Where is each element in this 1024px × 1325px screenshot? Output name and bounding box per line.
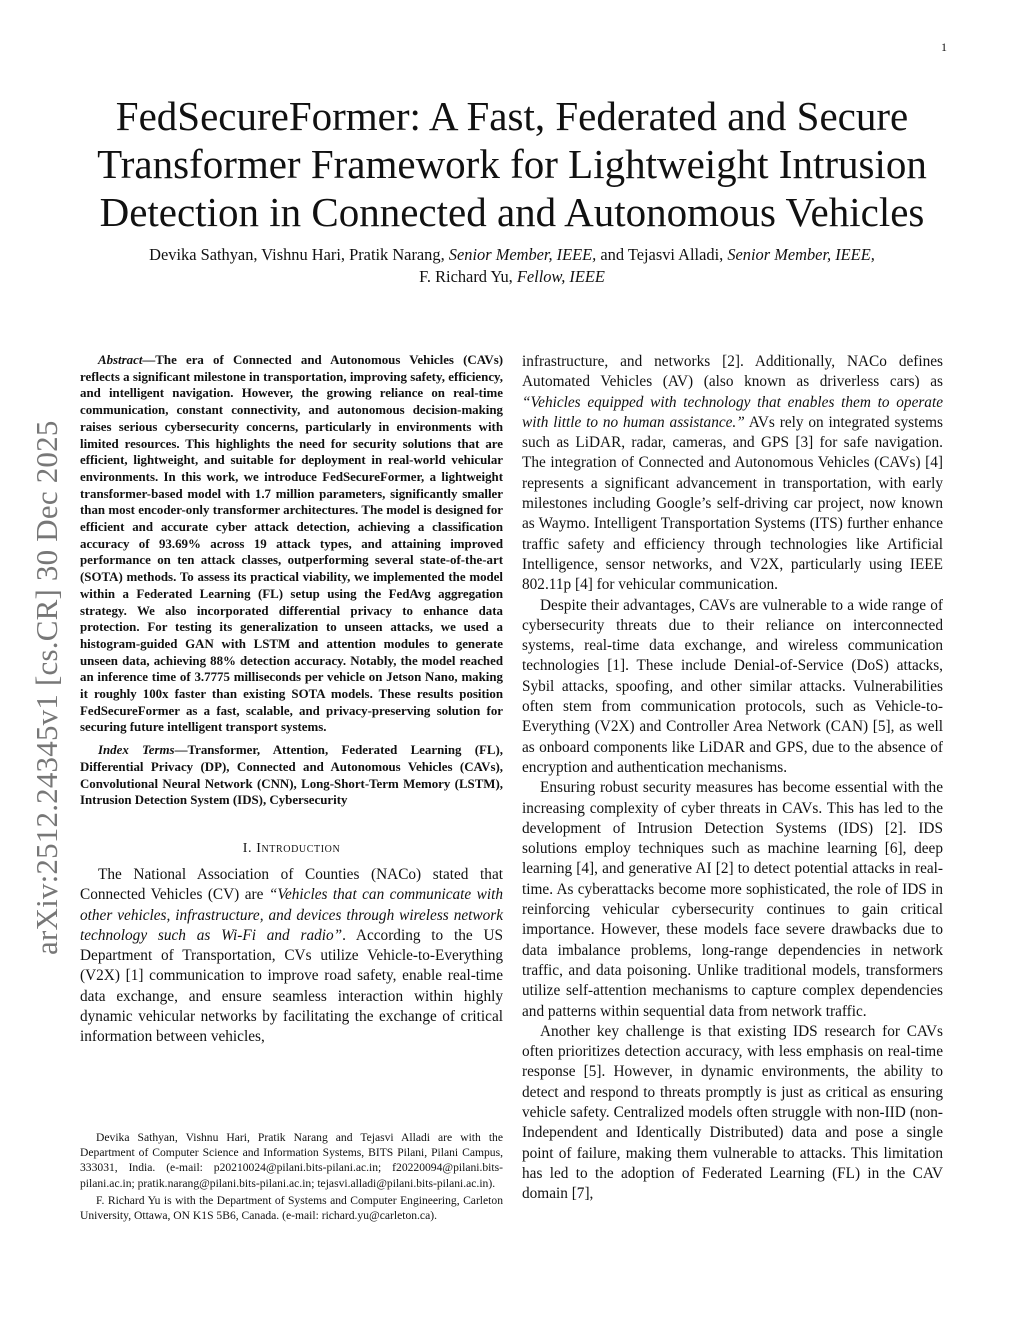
section-numeral: I. — [242, 840, 253, 856]
footnote-affiliation-1: Devika Sathyan, Vishnu Hari, Pratik Narang and Tejasvi Alladi are with the Department of Computer Science and Information Systems, BITS Pilani, Pilani Campus, 333031, India. (e-mail: p20210024@pilani.bits-pilani.ac.in; f20220094@pilani.bits-pilani.ac.in; pratik.narang@pilani.bits-pilani.ac.in; tejasvi.alladi@pilani.bits-pilani.ac.in). — [80, 1131, 503, 1190]
footnotes — [80, 1130, 503, 1223]
left-column — [80, 352, 503, 1048]
page-number: 1 — [941, 40, 947, 54]
author-list — [70, 244, 954, 288]
abstract-text: —The era of Connected and Autonomous Vehicles (CAVs) reflects a significant milestone in transportation, improving safety, efficiency, and intelligent navigation. However, the growing reliance on real-time communication, constant connectivity, and autonomous decision-making raises serious cybersecurity concerns, particularly in environments with limited resources. This highlights the need for security solutions that are efficient, lightweight, and suitable for deployment in real-world vehicular environments. In this work, we introduce FedSecureFormer, a lightweight transformer-based model with 1.7 million parameters, significantly smaller than most encoder-only transformer architectures. The model is designed for efficient and accurate cyber attack detection, achieving a classification accuracy of 93.69% across 19 attack types, and attaining improved performance on ten attack classes, outperforming several state-of-the-art (SOTA) methods. To assess its practical viability, we implemented the model within a Federated Learning (FL) setup using the FedAvg aggregation strategy. We also incorporated differential privacy to enhance data protection. For testing its generalization to unseen attacks, we used a histogram-guided GAN with LSTM and attention modules to generate unseen data, achieving 88% detection accuracy. Notably, the model reached an inference time of 3.7775 milliseconds per vehicle on Jetson Nano, making it roughly 100x faster than existing SOTA models. These results position FedSecureFormer as a fast, scalable, and privacy-preserving solution for securing future intelligent transport systems. — [80, 353, 503, 735]
right-paragraph-3: Ensuring robust security measures has become essential with the increasing complexity of cyber threats in CAVs. This has led to the development of Intrusion Detection Systems (IDS) [2]. IDS solutions employ techniques such as machine learning [6], deep learning [4], and generative AI [2] to detect potential attacks in real-time. As cyberattacks become more sophisticated, the role of IDS in reinforcing vehicular cybersecurity continues to gain critical importance. However, these models face severe drawbacks due to data imbalance problems, long-range dependencies in network traffic, and data poisoning. Unlike traditional models, transformers utilize self-attention mechanisms to capture complex dependencies and patterns within sequential data from network traffic. — [522, 779, 943, 1020]
abstract-label: Abstract — [98, 353, 143, 367]
right-p1-quote: “Vehicles equipped with technology that enables them to operate with little to no human assistance.” — [522, 393, 943, 431]
section-title: Introduction — [256, 840, 341, 856]
intro-p1-text-a: The National Association of Counties (NACo) stated that Connected Vehicles (CV) are — [80, 865, 503, 904]
right-p1-text-a: infrastructure, and networks [2]. Additionally, NACo defines Automated Vehicles (AV) (also known as driverless cars) as — [522, 353, 943, 391]
index-terms-text: —Transformer, Attention, Federated Learning (FL), Differential Privacy (DP), Connected and Autonomous Vehicles (CAVs), Convolutional Neural Network (CNN), Long-Short-Term Memory (LSTM), Intrusion Detection System (IDS), Cybersecurity — [80, 743, 503, 808]
right-p1-text-b: AVs rely on integrated systems such as LiDAR, radar, cameras, and GPS [3] for safe navigation. The integration of Connected and Autonomous Vehicles (CAVs) [4] represents a significant advancement in transportation, with early milestones including Google’s self-driving car project, now known as Waymo. Intelligent Transportation Systems (ITS) further enhance traffic safety and efficiency through technologies like Artificial Intelligence, sensor networks, and V2X, particularly using IEEE 802.11p [4] for vehicular communication. — [522, 413, 943, 594]
abstract — [80, 352, 503, 736]
author-line-1 — [70, 244, 954, 266]
arxiv-identifier-stamp: arXiv:2512.24345v1 [cs.CR] 30 Dec 2025 — [29, 420, 64, 955]
right-paragraph-1 — [522, 352, 943, 596]
index-terms — [80, 742, 503, 809]
author-names-3: F. Richard Yu, — [419, 267, 513, 286]
paper-title: FedSecureFormer: A Fast, Federated and Secure Transformer Framework for Lightweight Intrusion Detection in Connected and Autonomous Vehicles — [97, 93, 927, 235]
footnote-affiliation-2: F. Richard Yu is with the Department of Systems and Computer Engineering, Carleton University, Ottawa, ON K1S 5B6, Canada. (e-mail: richard.yu@carleton.ca). — [80, 1193, 503, 1223]
author-names-2: and Tejasvi Alladi, — [600, 245, 724, 264]
right-column — [522, 352, 943, 1204]
intro-p1-quote: “Vehicles that can communicate with other vehicles, infrastructure, and devices through wireless network technology such as Wi-Fi and radio” — [80, 886, 503, 944]
intro-paragraph-1 — [80, 865, 503, 1048]
author-line-2 — [70, 266, 954, 288]
right-paragraph-4: Another key challenge is that existing IDS research for CAVs often prioritizes detection accuracy, with less emphasis on real-time response [5]. However, in dynamic environments, the ability to detect and respond to threats promptly is just as critical as ensuring vehicle safety. Centralized models often struggle with non-IID (non-Independent and Identically Distributed) data and pose a single point of failure, making them vulnerable to attacks. This limitation has led to the adoption of Federated Learning (FL) in the CAV domain [7], — [522, 1022, 943, 1203]
author-role-1: Senior Member, IEEE, — [448, 245, 597, 264]
author-role-3: Fellow, IEEE — [516, 267, 605, 286]
intro-p1-text-b: . According to the US Department of Transportation, CVs utilize Vehicle-to-Everything (V2X) [1] communication to improve road safety, enable real-time data exchange, and ensure seamless interaction within highly dynamic vehicular networks by facilitating the exchange of critical information between vehicles, — [80, 926, 504, 1046]
index-terms-label: Index Terms — [98, 743, 175, 758]
author-names-1: Devika Sathyan, Vishnu Hari, Pratik Narang, — [149, 245, 445, 264]
section-heading-introduction — [80, 841, 503, 857]
right-paragraph-2: Despite their advantages, CAVs are vulnerable to a wide range of cybersecurity threats due to their reliance on interconnected systems, real-time data exchange, and wireless communication technologies [1]. These include Denial-of-Service (DoS) attacks, Sybil attacks, spoofing, and other similar attacks. Vulnerabilities often stem from communication protocols, such as Vehicle-to-Everything (V2X) and Controller Area Network (CAN) [5], as well as onboard components like LiDAR and GPS, due to the absence of encryption and authentication mechanisms. — [522, 596, 943, 776]
author-role-2: Senior Member, IEEE, — [727, 245, 875, 264]
